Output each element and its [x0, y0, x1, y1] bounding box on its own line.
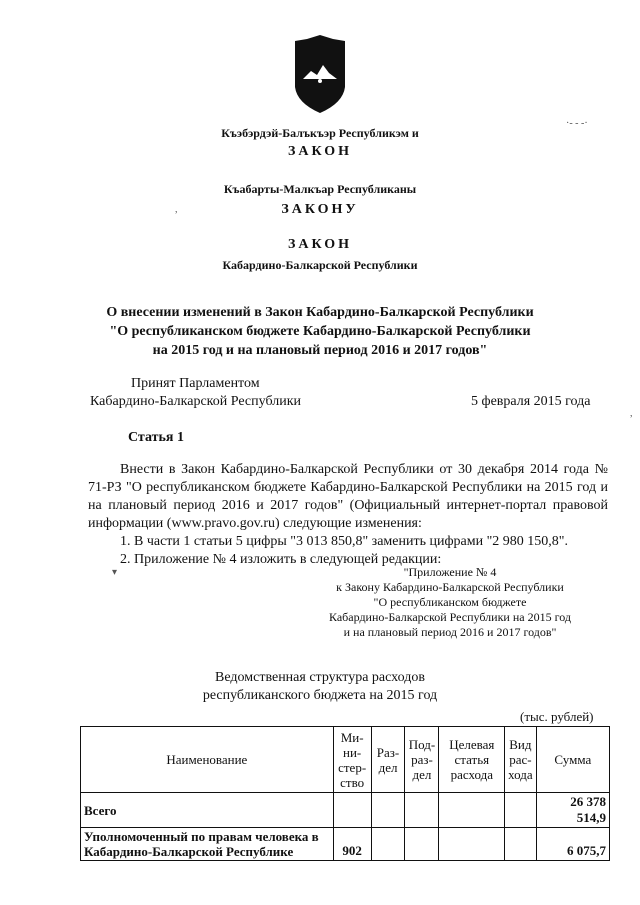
header-law-title-1: ЗАКОН — [287, 144, 353, 159]
row-name: Всего — [81, 793, 334, 828]
article-heading: Статья 1 — [128, 430, 184, 445]
row-name: Уполномоченный по правам человека в Кабардино-Балкарской Республике — [81, 828, 334, 861]
coat-of-arms-emblem — [293, 35, 347, 113]
header-line2: Къабарты-Малкъар Республиканы — [223, 182, 417, 196]
row-section — [371, 793, 405, 828]
appendix-ref-line: и на плановый период 2016 и 2017 годов" — [343, 625, 557, 639]
scan-artifact: ▾ — [112, 567, 118, 578]
appendix-ref-line: к Закону Кабардино-Балкарской Республики — [336, 580, 564, 594]
adopted-by: Принят Парламентом — [131, 376, 260, 391]
table-units: (тыс. рублей) — [520, 709, 594, 724]
article-item-1: 1. В части 1 статьи 5 цифры "3 013 850,8" заменить цифрами "2 980 150,8". — [120, 534, 569, 549]
row-ministry: 902 — [333, 828, 371, 861]
col-header-name: Наименование — [81, 727, 334, 793]
scan-artifact: , — [630, 408, 633, 419]
adopted-by-body: Кабардино-Балкарской Республики — [90, 394, 301, 409]
adopted-date: 5 февраля 2015 года — [471, 394, 591, 409]
article-paragraph: Внести в Закон Кабардино-Балкарской Республики от 30 декабря 2014 года № 71-РЗ "О республиканском бюджете Кабардино-Балкарской Республики на 2015 год и на плановый период 2016 и 2017 годов" (Официальный интернет-портал правовой информации (www.pravo.gov.ru) следующие изменения: — [88, 462, 608, 531]
col-header-type: Вид рас- хода — [505, 727, 537, 793]
row-sum: 6 075,7 — [536, 828, 609, 861]
appendix-ref-line: "О республиканском бюджете — [373, 595, 527, 609]
header-line1: Къэбэрдэй-Балъкъэр Республикэм и — [221, 126, 419, 140]
col-header-sum: Сумма — [536, 727, 609, 793]
row-section — [371, 828, 405, 861]
row-target — [439, 828, 505, 861]
table-header-row — [81, 727, 610, 793]
row-sum: 26 378 514,9 — [536, 793, 609, 828]
table-title-line: республиканского бюджета на 2015 год — [202, 688, 438, 703]
row-subsection — [405, 828, 439, 861]
table-row — [81, 793, 610, 828]
col-header-section: Раз- дел — [371, 727, 405, 793]
article-item-2: 2. Приложение № 4 изложить в следующей редакции: — [120, 552, 442, 567]
appendix-reference — [300, 565, 600, 640]
article-body — [88, 461, 608, 569]
header-law-title-3: ЗАКОН — [287, 237, 353, 252]
row-type — [505, 793, 537, 828]
table-row — [81, 828, 610, 861]
col-header-subsection: Под- раз- дел — [405, 727, 439, 793]
row-subsection — [405, 793, 439, 828]
header-line3: Кабардино-Балкарской Республики — [222, 258, 418, 272]
header-law-title-2: ЗАКОНУ — [281, 202, 359, 217]
col-header-target: Целевая статья расхода — [439, 727, 505, 793]
appendix-ref-line: Кабардино-Балкарской Республики на 2015 год — [329, 610, 571, 624]
row-ministry — [333, 793, 371, 828]
appendix-ref-line: "Приложение № 4 — [403, 565, 497, 579]
law-title-line: на 2015 год и на плановый период 2016 и 2017 годов" — [152, 343, 488, 358]
row-type — [505, 828, 537, 861]
table-title-line: Ведомственная структура расходов — [215, 670, 425, 685]
scan-artifact: ·- - -· — [566, 118, 588, 129]
row-target — [439, 793, 505, 828]
table-title — [0, 669, 640, 705]
law-title-line: "О республиканском бюджете Кабардино-Балкарской Республики — [109, 324, 531, 339]
budget-table — [80, 726, 610, 861]
law-title-line: О внесении изменений в Закон Кабардино-Балкарской Республики — [106, 305, 534, 320]
law-title — [40, 303, 600, 360]
scan-artifact: , — [175, 204, 178, 215]
col-header-ministry: Ми- ни- стер- ство — [333, 727, 371, 793]
